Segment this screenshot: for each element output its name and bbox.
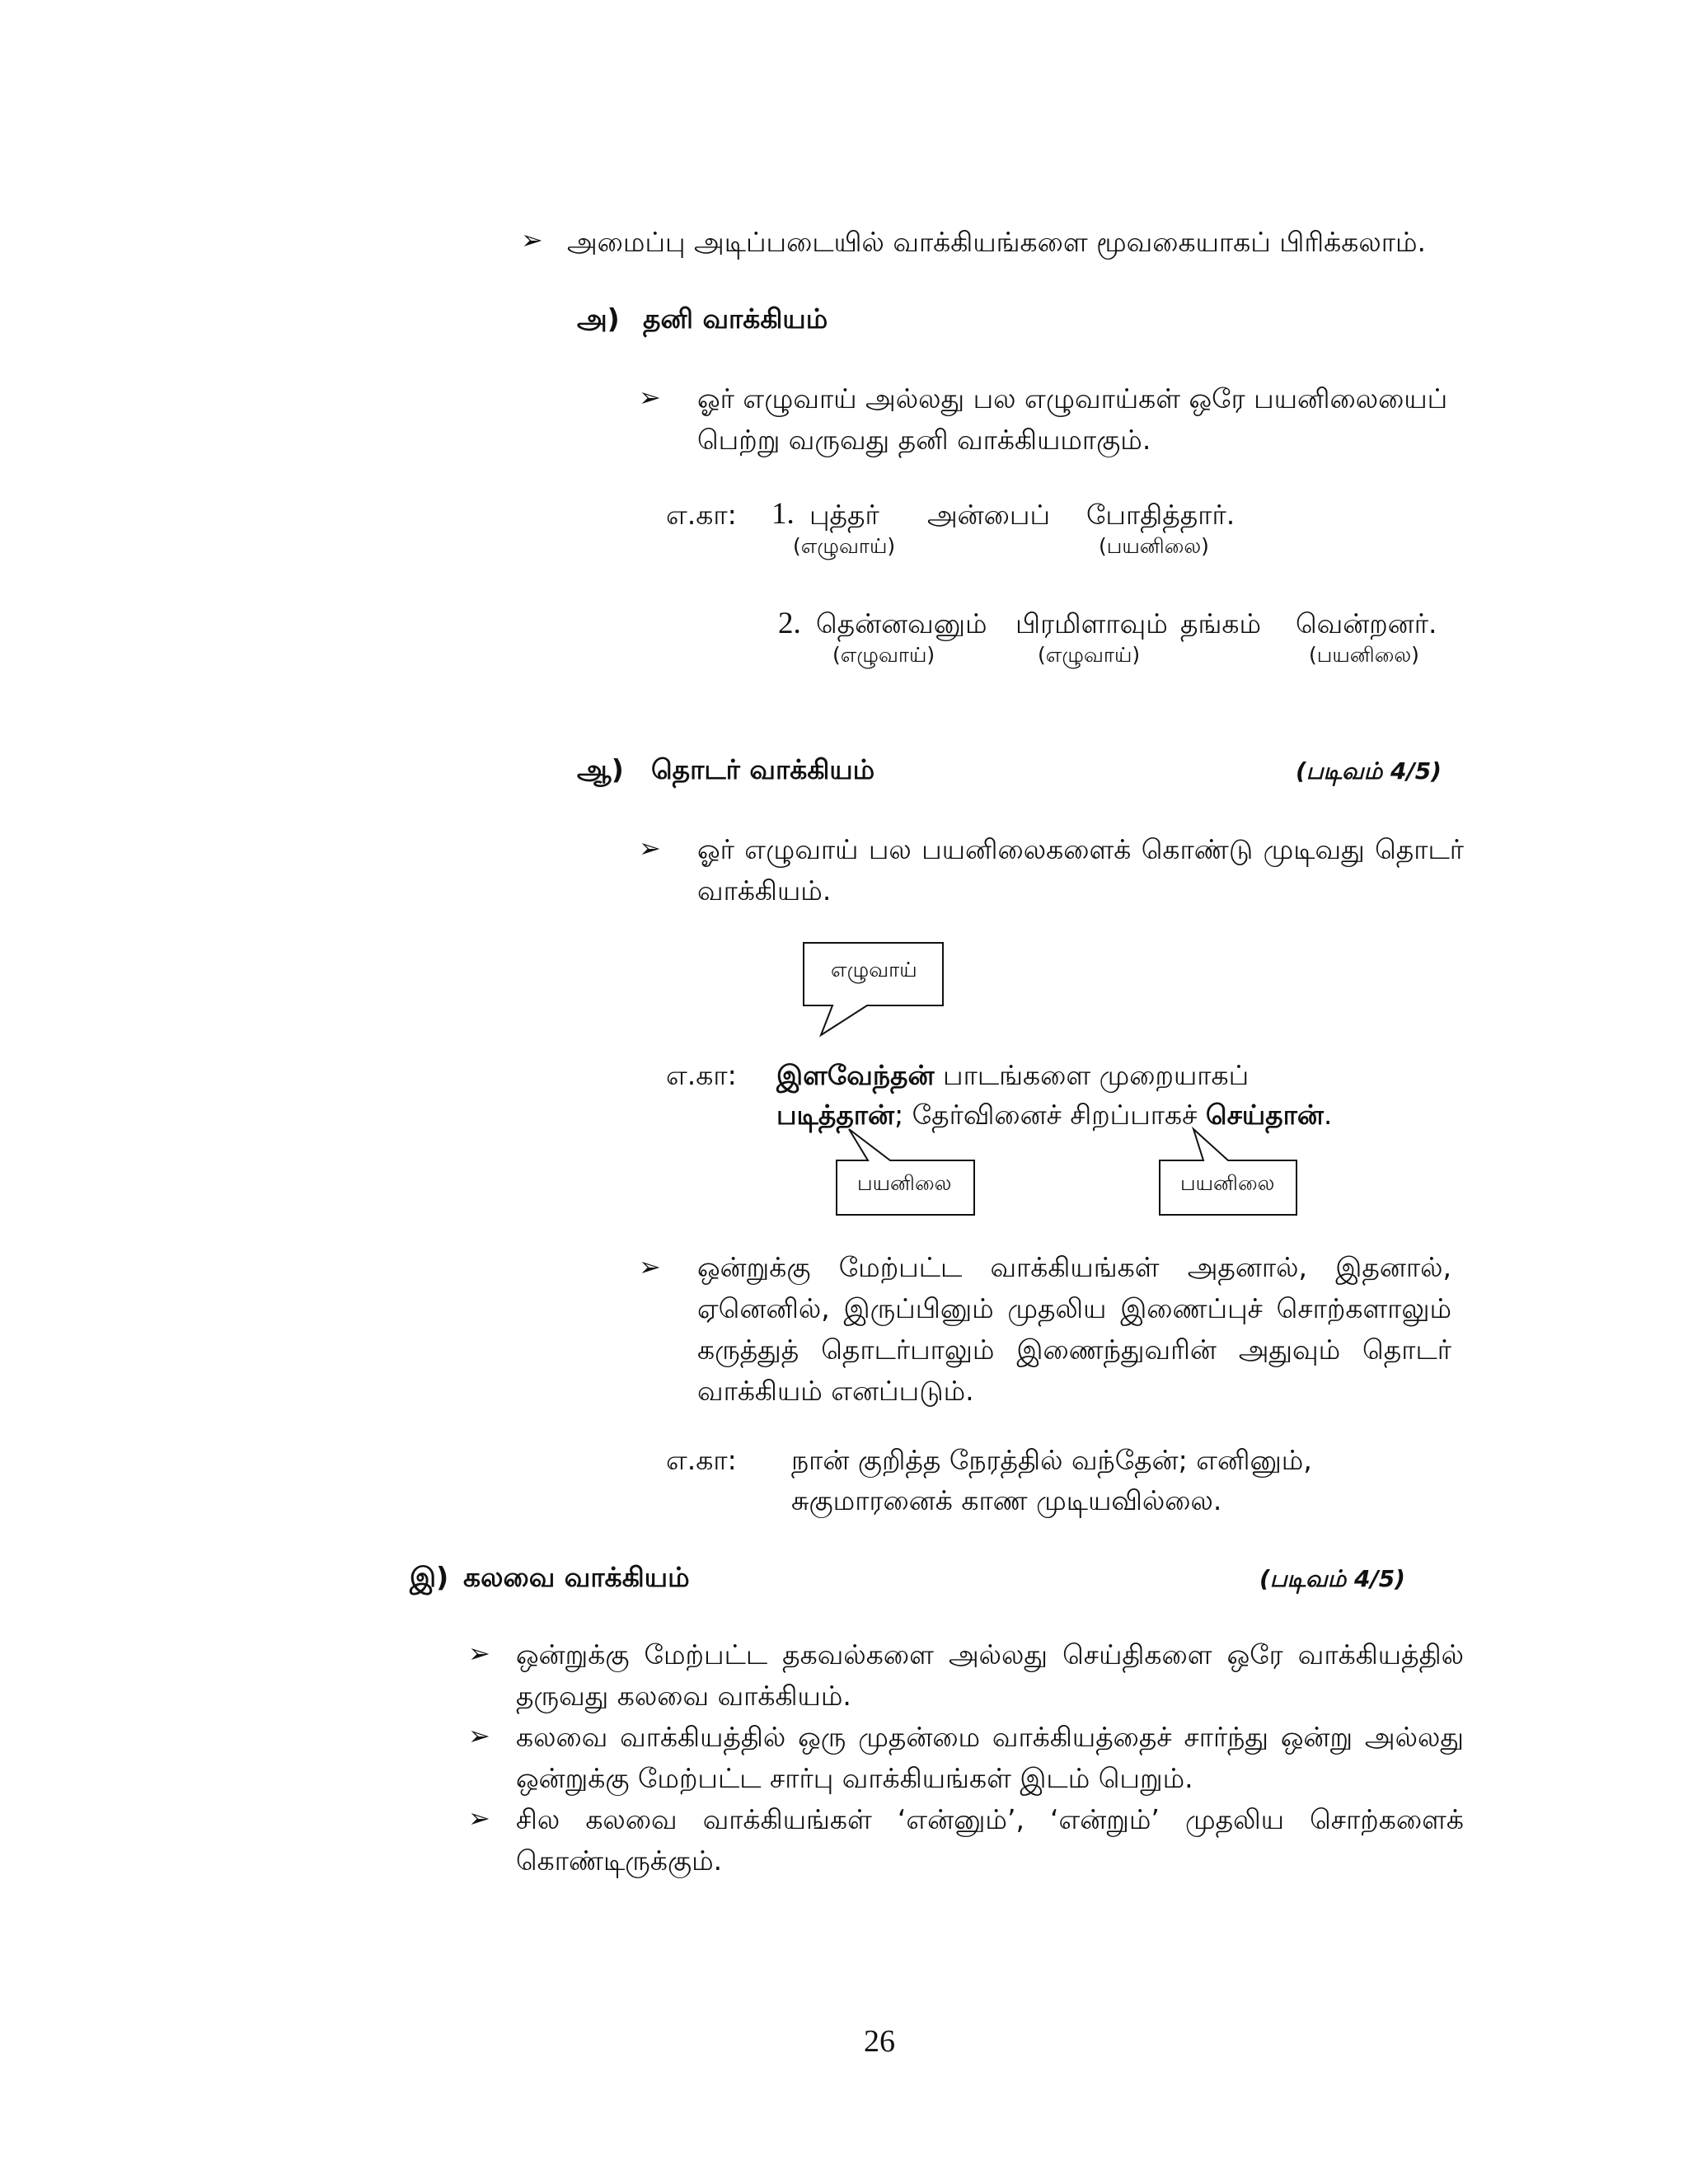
example-line: சுகுமாரனைக் காண முடியவில்லை. [791, 1484, 1222, 1516]
bullet-arrow: ➢ [639, 382, 661, 413]
predicate-label: (பயனிலை) [1099, 534, 1209, 558]
subject-label: (எழுவாய்) [1038, 643, 1141, 667]
bullet-arrow: ➢ [639, 832, 661, 864]
section-b-marker: ஆ) [577, 753, 624, 785]
bullet-arrow: ➢ [521, 224, 543, 255]
section-b-definition-2: ஒன்றுக்கு மேற்பட்ட வாக்கியங்கள் அதனால், இதனால், ஏனெனில், இருப்பினும் முதலிய இணைப்புச் சொற்களாலும் கருத்துத் தொடர்பாலும் இணைந்துவரின் அதுவும் தொடர் வாக்கியம் எனப்படும். [697, 1251, 1451, 1407]
section-b-definition: ஓர் எழுவாய் பல பயனிலைகளைக் கொண்டு முடிவது தொடர் வாக்கியம். [697, 833, 1464, 907]
section-a-definition-line1: ஓர் எழுவாய் அல்லது பல எழுவாய்கள் ஒரே பயனிலையைப் [697, 382, 1448, 415]
bullet-arrow: ➢ [639, 1251, 661, 1282]
example-label: எ.கா: [666, 1059, 737, 1091]
example-label: எ.கா: [666, 1444, 737, 1476]
bullet-arrow: ➢ [468, 1720, 490, 1751]
example-word: அன்பைப் [927, 499, 1051, 531]
example-line-2 [776, 1099, 1333, 1131]
example-word: பிரமிளாவும் [1015, 607, 1168, 640]
subject-label: (எழுவாய்) [793, 534, 896, 558]
form-note: (படிவம் 4/5) [1296, 757, 1442, 785]
example-verb: படித்தான் [776, 1099, 895, 1131]
section-a-definition-line2: பெற்று வருவது தனி வாக்கியமாகும். [697, 424, 1151, 456]
form-note: (படிவம் 4/5) [1259, 1565, 1405, 1592]
example-word: தங்கம் [1180, 607, 1262, 640]
example-verb: செய்தான் [1205, 1099, 1324, 1131]
bullet-arrow: ➢ [468, 1638, 490, 1669]
example-text: . [1323, 1099, 1333, 1131]
example-word: புத்தர் [809, 499, 879, 531]
page-number: 26 [864, 2024, 895, 2059]
example-text: ; தேர்வினைச் சிறப்பாகச் [894, 1099, 1206, 1131]
example-number: 2. [778, 607, 801, 640]
section-c-marker: இ) [410, 1561, 449, 1593]
intro-text: அமைப்பு அடிப்படையில் வாக்கியங்களை மூவகையாகப் பிரிக்கலாம். [567, 226, 1427, 258]
example-label: எ.கா: [666, 499, 737, 531]
subject-label: (எழுவாய்) [832, 643, 935, 667]
section-c-title: கலவை வாக்கியம் [463, 1561, 690, 1593]
example-line-1 [776, 1059, 1250, 1091]
callout-predicate-label: பயனிலை [857, 1171, 952, 1195]
predicate-label: (பயனிலை) [1309, 643, 1419, 667]
section-c-point-1: ஒன்றுக்கு மேற்பட்ட தகவல்களை அல்லது செய்திகளை ஒரே வாக்கியத்தில் தருவது கலவை வாக்கியம். [516, 1638, 1464, 1712]
section-c-point-2: கலவை வாக்கியத்தில் ஒரு முதன்மை வாக்கியத்தைச் சார்ந்து ஒன்று அல்லது ஒன்றுக்கு மேற்பட்ட சார்பு வாக்கியங்கள் இடம் பெறும். [516, 1721, 1464, 1794]
example-line: நான் குறித்த நேரத்தில் வந்தேன்; எனினும், [791, 1444, 1312, 1476]
section-a-title: தனி வாக்கியம் [643, 302, 828, 335]
section-c-point-3: சில கலவை வாக்கியங்கள் ‘என்னும்’, ‘என்றும்’ முதலிய சொற்களைக் கொண்டிருக்கும். [516, 1803, 1464, 1877]
example-word: வென்றனர். [1296, 607, 1437, 640]
example-word: தென்னவனும் [816, 607, 987, 640]
section-a-marker: அ) [577, 302, 620, 335]
bullet-arrow: ➢ [468, 1802, 490, 1834]
callout-subject-label: எழுவாய் [831, 958, 917, 982]
example-number: 1. [771, 497, 795, 531]
example-subject: இளவேந்தன் [776, 1059, 935, 1091]
section-b-title: தொடர் வாக்கியம் [651, 753, 875, 785]
callout-predicate-label: பயனிலை [1180, 1171, 1275, 1195]
example-text: பாடங்களை முறையாகப் [934, 1059, 1250, 1091]
example-word: போதித்தார். [1086, 499, 1236, 531]
